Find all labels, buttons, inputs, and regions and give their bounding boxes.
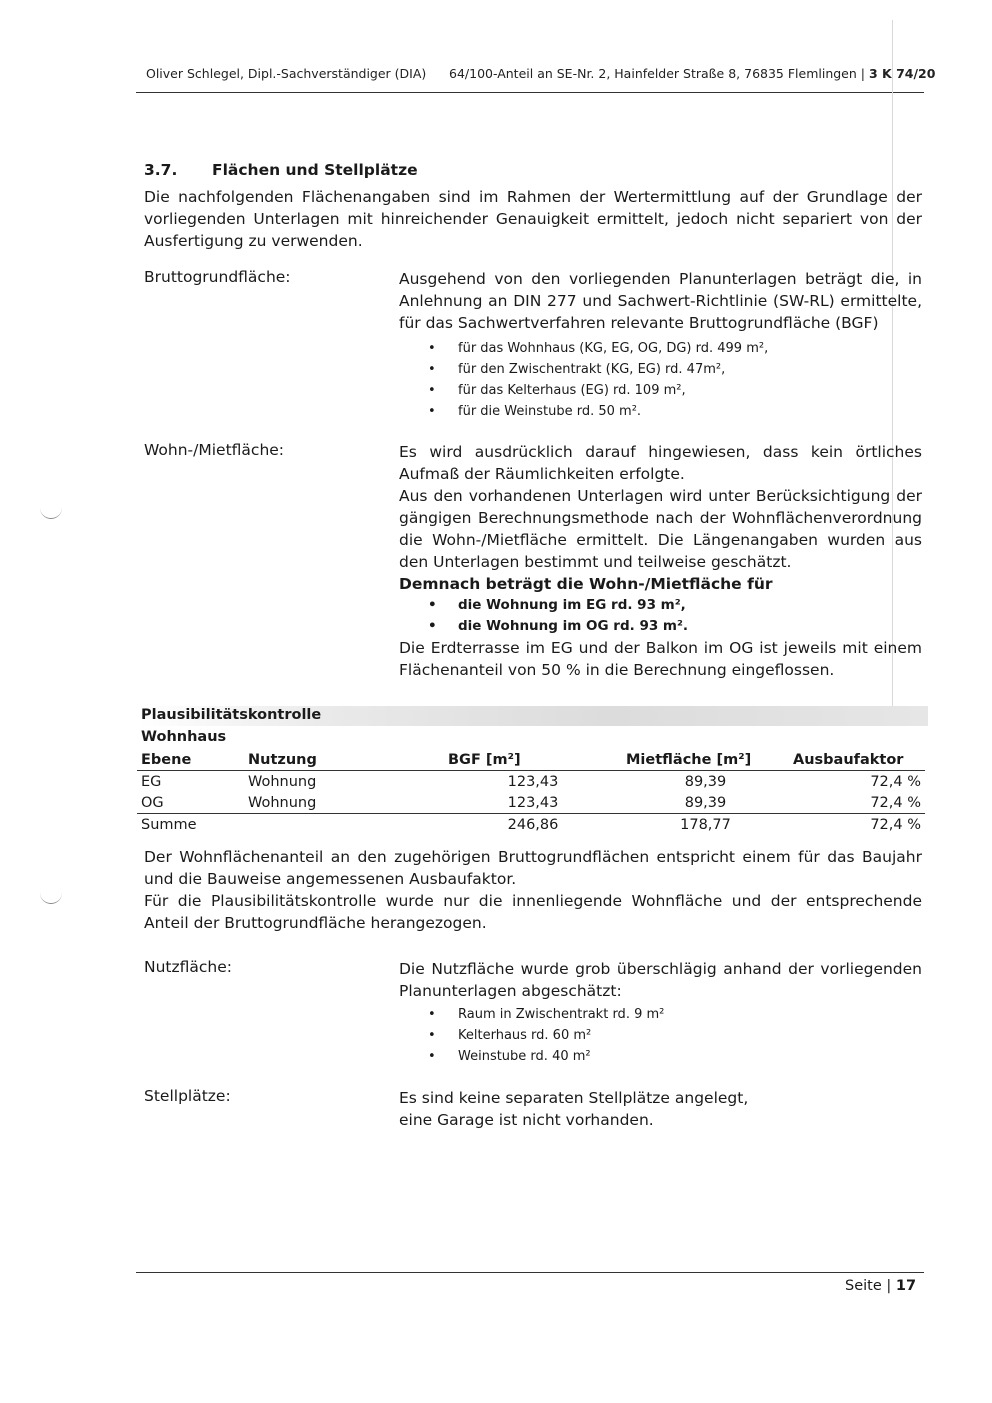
table-row [137,792,925,814]
header-author: Oliver Schlegel, Dipl.-Sachverständiger (DIA) [146,66,427,81]
table-header-row [137,750,925,771]
stell-line-1: Es sind keine separaten Stellplätze angelegt, [399,1089,749,1107]
plaus-note-1: Der Wohnflächenanteil an den zugehörigen Bruttogrundflächen entspricht einem für das Baujahr und die Bauweise angemessenen Ausbaufaktor. [144,848,922,888]
plaus-note-2: Für die Plausibilitätskontrolle wurde nur die innenliegende Wohnfläche und der entsprechende Anteil der Bruttogrundfläche herangezogen. [144,892,922,932]
list-item: • die Wohnung im EG rd. 93 m², [399,595,922,616]
wohn-block [399,441,922,681]
col-ebene: Ebene [137,750,244,771]
cell-ebene: OG [141,794,164,811]
header-case-number: 3 K 74/20 [868,66,936,81]
cell-mietflaeche: 89,39 [684,794,727,811]
list-item: • für die Weinstube rd. 50 m². [399,401,922,422]
col-bgf: BGF [m²] [444,750,622,771]
cell-sum-empty [244,814,444,836]
plaus-title: Plausibilitätskontrolle [141,707,322,723]
cell-bgf: 123,43 [507,794,559,811]
list-item: • Weinstube rd. 40 m² [399,1046,922,1067]
header-separator: | [860,66,865,81]
wohn-list [399,595,922,637]
cell-ausbaufaktor: 72,4 % [870,773,921,790]
punch-mark [40,893,62,904]
section-title: Flächen und Stellplätze [212,161,418,179]
table-sum-row [137,814,925,836]
list-item: • für den Zwischentrakt (KG, EG) rd. 47m², [399,359,922,380]
footer-page-number: 17 [895,1278,917,1294]
list-item: • für das Wohnhaus (KG, EG, OG, DG) rd. 499 m², [399,338,922,359]
nutz-list [399,1004,922,1067]
table-row [137,771,925,793]
bgf-list [399,338,922,422]
list-item: • Kelterhaus rd. 60 m² [399,1025,922,1046]
section-number: 3.7. [144,161,178,179]
footer-page-label: Seite [845,1278,882,1294]
col-nutzung: Nutzung [244,750,444,771]
stell-label: Stellplätze: [144,1087,231,1105]
footer-page [845,1278,916,1294]
wohn-p2: Aus den vorhandenen Unterlagen wird unter Berücksichtigung der gängigen Berechnungsmethode nach der Wohnflächenverordnung die Wohn-/Mietfläche ermittelt. Die Längenangaben wurden aus den Unterlagen bestimmt und teilweise geschätzt. [399,487,922,571]
header-object-text: 64/100-Anteil an SE-Nr. 2, Hainfelder Straße 8, 76835 Flemlingen [449,66,857,81]
list-item: • für das Kelterhaus (EG) rd. 109 m², [399,380,922,401]
nutz-block [399,958,922,1067]
nutz-text: Die Nutzfläche wurde grob überschlägig anhand der vorliegenden Planunterlagen abgeschätzt: [399,960,922,1000]
plaus-table [137,750,925,835]
punch-mark [40,508,62,519]
cell-sum-label: Summe [137,814,244,836]
cell-sum-bgf: 246,86 [444,814,622,836]
cell-ebene: EG [141,773,162,790]
col-ausbaufaktor: Ausbaufaktor [789,750,925,771]
list-item: • die Wohnung im OG rd. 93 m². [399,616,922,637]
cell-nutzung: Wohnung [248,773,317,790]
bgf-block [399,268,922,422]
cell-ausbaufaktor: 72,4 % [870,794,921,811]
list-item: • Raum in Zwischentrakt rd. 9 m² [399,1004,922,1025]
plaus-subtitle: Wohnhaus [141,729,227,745]
stell-line-2: eine Garage ist nicht vorhanden. [399,1111,654,1129]
cell-sum-mietflaeche: 178,77 [622,814,789,836]
cell-sum-ausbaufaktor: 72,4 % [789,814,925,836]
stell-block [399,1087,922,1131]
cell-bgf: 123,43 [507,773,559,790]
wohn-p1: Es wird ausdrücklich darauf hingewiesen, dass kein örtliches Aufmaß der Räumlichkeiten erfolgte. [399,443,922,483]
section-intro: Die nachfolgenden Flächenangaben sind im Rahmen der Wertermittlung auf der Grundlage der vorliegenden Unterlagen mit hinreichender Genauigkeit ermittelt, jedoch nicht separiert von der Ausfertigung zu verwenden. [144,188,922,250]
footer-rule [136,1272,924,1273]
bgf-text: Ausgehend von den vorliegenden Planunterlagen beträgt die, in Anlehnung an DIN 277 und Sachwert-Richtlinie (SW-RL) ermittelte, für das Sachwertverfahren relevante Bruttogrundfläche (BGF) [399,270,922,332]
wohn-p3: Die Erdterrasse im EG und der Balkon im OG ist jeweils mit einem Flächenanteil von 50 % in die Berechnung eingeflossen. [399,639,922,679]
footer-separator: | [886,1278,892,1294]
bgf-label: Bruttogrundfläche: [144,268,291,286]
nutz-label: Nutzfläche: [144,958,232,976]
col-mietflaeche: Mietfläche [m²] [622,750,789,771]
cell-mietflaeche: 89,39 [684,773,727,790]
wohn-lead: Demnach beträgt die Wohn-/Mietfläche für [399,575,773,593]
header-rule [136,92,924,93]
wohn-label: Wohn-/Mietfläche: [144,441,285,459]
header-object [449,66,935,81]
cell-nutzung: Wohnung [248,794,317,811]
